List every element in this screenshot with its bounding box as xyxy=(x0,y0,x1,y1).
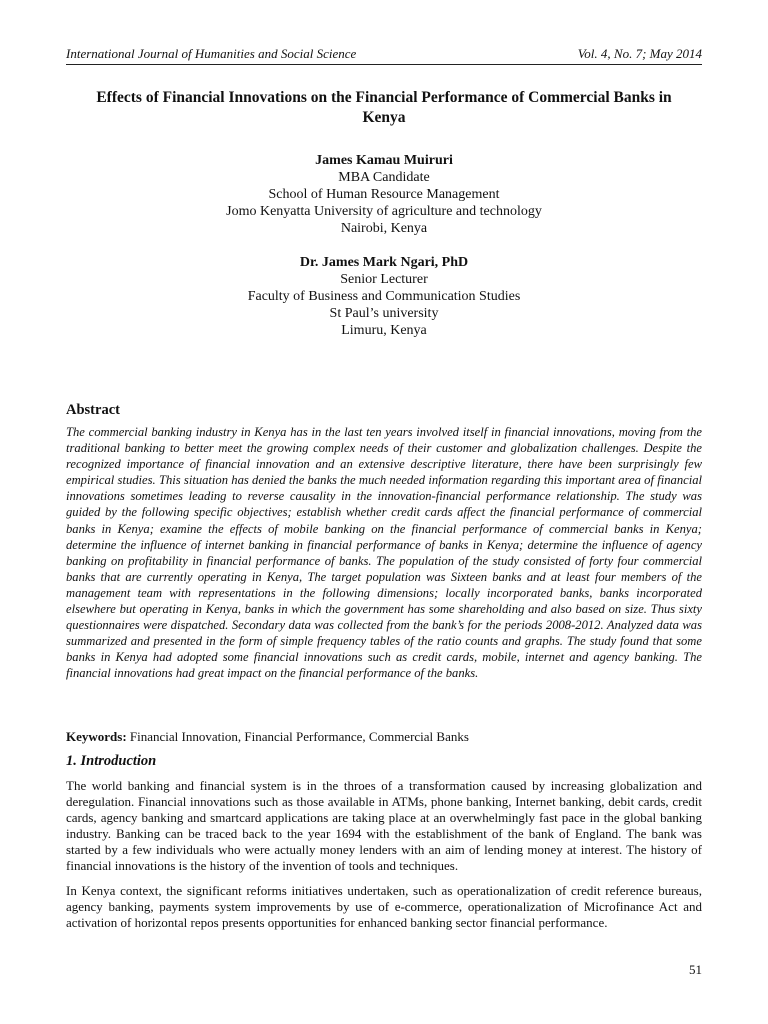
header-divider xyxy=(66,64,702,65)
keywords-text: Financial Innovation, Financial Performance, Commercial Banks xyxy=(129,729,469,744)
author-department: Faculty of Business and Communication Studies xyxy=(247,289,521,304)
author-location: Limuru, Kenya xyxy=(341,323,427,338)
author-block-2 xyxy=(66,254,702,339)
introduction-paragraph-2: In Kenya context, the significant reforms initiatives undertaken, such as operationalization of credit reference bureaus, agency banking, payments system improvements by use of e-commerce, operationalization of Microfinance Act and activation of horizontal repos presents opportunities for enhanced banking sector financial performance. xyxy=(66,883,702,931)
paper-title: Effects of Financial Innovations on the Financial Performance of Commercial Banks in Kenya xyxy=(96,89,672,126)
introduction-heading: 1. Introduction xyxy=(66,753,157,769)
author-block-1 xyxy=(66,152,702,237)
running-header xyxy=(66,46,702,62)
introduction-paragraph-1: The world banking and financial system is in the throes of a transformation caused by increasing globalization and deregulation. Financial innovations such as those available in ATMs, phone banking, Internet banking, debit cards, credit cards, agency banking and smartcard applications are taking place at an overwhelmingly fast pace in the global banking industry. Banking can be traced back to the year 1694 with the establishment of the bank of England. The bank was started by a few individuals who were actually money lenders with an aim of lending money at interest. The history of financial innovations is the history of the invention of tools and techniques. xyxy=(66,778,702,874)
author-role: MBA Candidate xyxy=(338,170,430,185)
keywords-label: Keywords: xyxy=(66,729,127,744)
abstract-text: The commercial banking industry in Kenya has in the last ten years involved itself in financial innovations, moving from the traditional banking to better meet the growing complex needs of their customer and globalization challenges. Despite the recognized importance of financial innovation and an extensive descriptive literature, there have been surprisingly few empirical studies. This situation has denied the banks the much needed information regarding this important area of financial innovations sometimes leading to reverse causality in the innovation-financial performance relationship. The study was guided by the following specific objectives; establish whether credit cards affect the financial performance of commercial banks in Kenya; examine the effects of mobile banking on the financial performance of commercial banks in Kenya; determine the influence of internet banking in financial performance of banks in Kenya; determine the influence of agency banking on profitability in financial performance of banks. The population of the study consisted of forty four commercial banks that are currently operating in Kenya, The target population was Sixteen banks and at least four members of the management team with representations in the following dimensions; locally incorporated banks, banks incorporated elsewhere but operating in Kenya, banks in which the government has some shareholding and also based on size. Thus sixty questionnaires were dispatched. Secondary data was collected from the bank’s for the periods 2008-2012. Analyzed data was summarized and presented in the form of simple frequency tables of the ratio counts and graphs. The study found that some banks in Kenya had adopted some financial innovations such as credit cards, mobile, internet and agency banking. The financial innovations had great impact on the financial performance of the banks. xyxy=(66,425,702,681)
volume-info: Vol. 4, No. 7; May 2014 xyxy=(577,46,702,61)
author-department: School of Human Resource Management xyxy=(268,187,500,202)
author-role: Senior Lecturer xyxy=(340,272,428,287)
author-location: Nairobi, Kenya xyxy=(340,221,428,236)
abstract-heading: Abstract xyxy=(66,402,120,418)
keywords-line xyxy=(66,729,702,745)
author-institution: Jomo Kenyatta University of agriculture and technology xyxy=(226,204,542,219)
page-number: 51 xyxy=(689,962,702,977)
journal-name: International Journal of Humanities and Social Science xyxy=(66,46,357,61)
author-name: James Kamau Muiruri xyxy=(315,153,453,168)
author-institution: St Paul’s university xyxy=(329,306,439,321)
author-name: Dr. James Mark Ngari, PhD xyxy=(299,255,469,270)
